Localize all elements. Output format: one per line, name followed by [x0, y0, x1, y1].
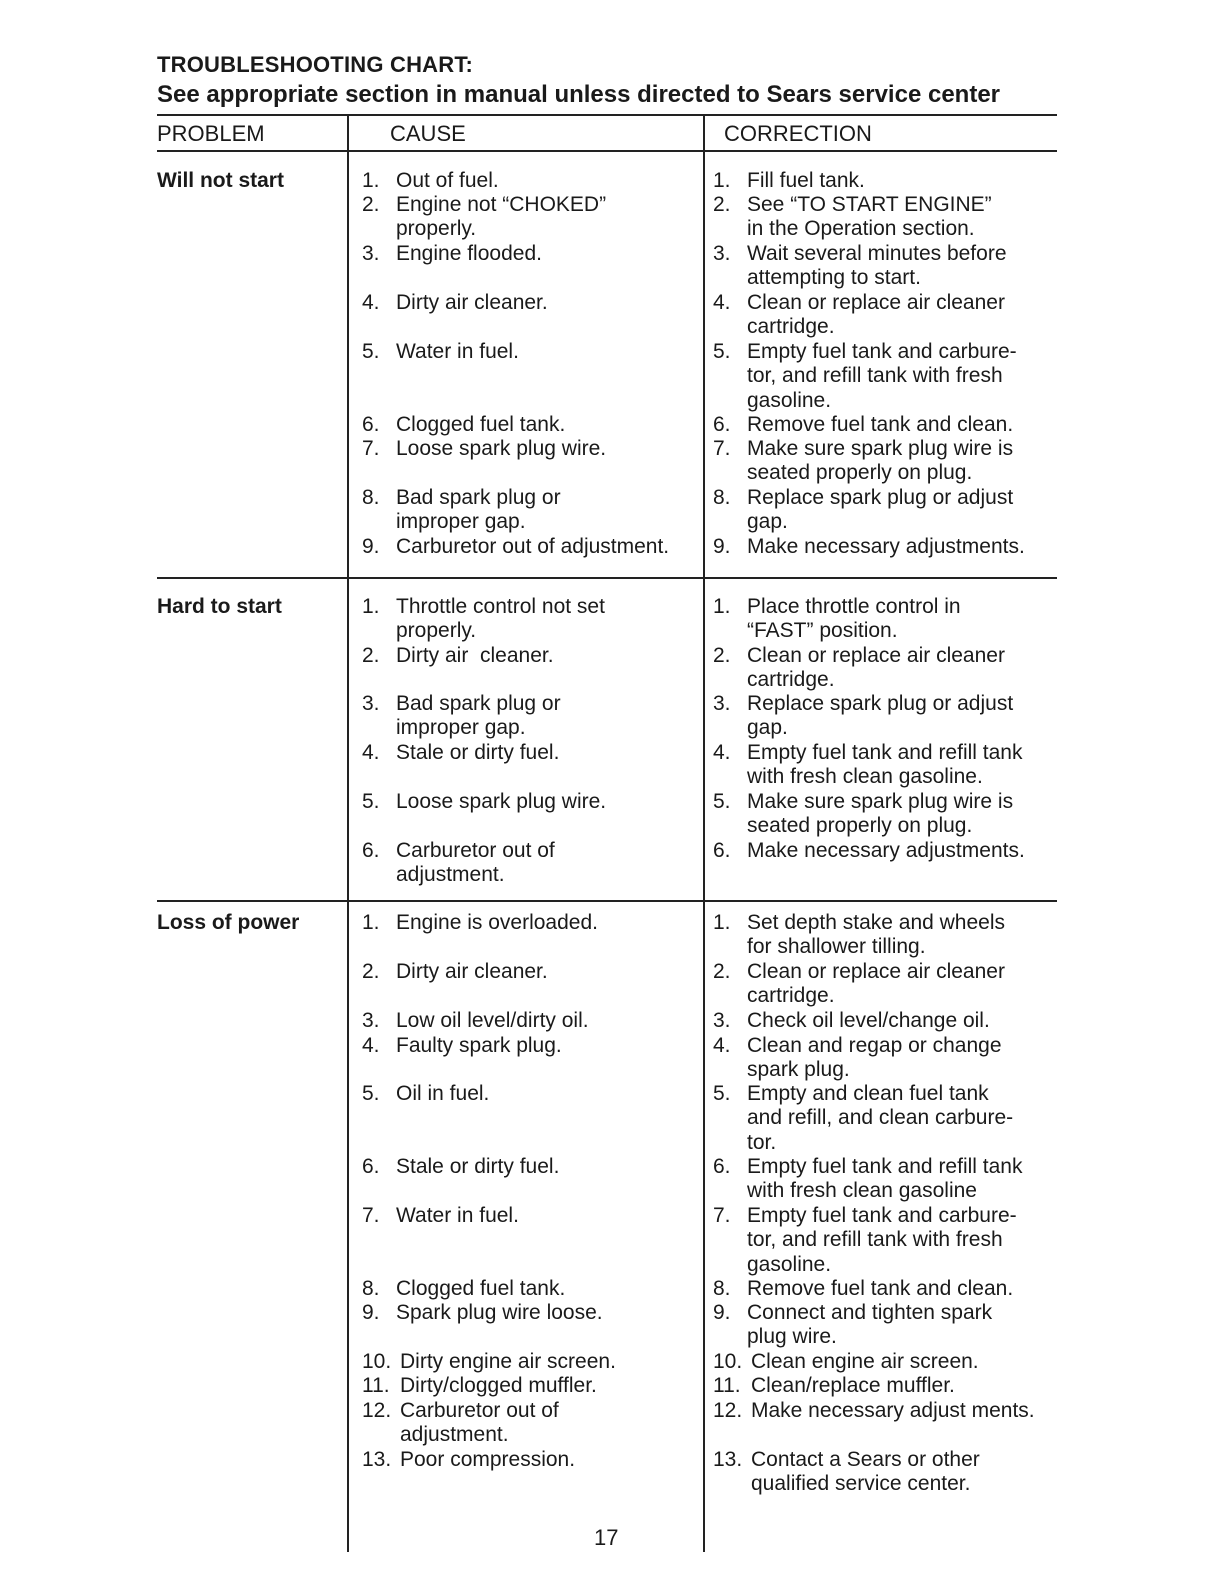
correction-text: Clean/replace muffler. [751, 1374, 955, 1397]
cause-text: Clogged fuel tank. [396, 1277, 566, 1300]
correction-number: 4. [713, 741, 731, 764]
cause-number: 4. [362, 741, 380, 764]
chart-title: TROUBLESHOOTING CHART: [157, 52, 474, 77]
correction-number: 8. [713, 486, 731, 509]
cause-text: Throttle control not set properly. [396, 595, 605, 643]
cause-text: Poor compression. [400, 1448, 576, 1471]
cause-text: Engine flooded. [396, 242, 542, 265]
cause-number: 7. [362, 437, 380, 460]
cause-number: 5. [362, 790, 380, 813]
cause-text: Bad spark plug or improper gap. [396, 486, 561, 534]
correction-number: 9. [713, 1301, 731, 1324]
correction-text: Empty fuel tank and refill tank with fresh clean gasoline. [747, 741, 1023, 789]
cause-text: Carburetor out of adjustment. [396, 535, 670, 558]
correction-number: 8. [713, 1277, 731, 1300]
correction-text: Set depth stake and wheels for shallower tilling. [747, 911, 1006, 959]
cause-number: 9. [362, 535, 380, 558]
correction-number: 10. [713, 1350, 743, 1373]
problem-label: Will not start [157, 169, 284, 192]
correction-text: Make sure spark plug wire is seated properly on plug. [747, 790, 1014, 838]
correction-text: Clean and regap or change spark plug. [747, 1034, 1002, 1082]
correction-text: Empty fuel tank and carbure- tor, and refill tank with fresh gasoline. [747, 1204, 1017, 1276]
cause-number: 8. [362, 486, 380, 509]
correction-text: Wait several minutes before attempting to start. [747, 242, 1007, 290]
correction-text: Empty fuel tank and carbure- tor, and refill tank with fresh gasoline. [747, 340, 1017, 412]
cause-number: 6. [362, 839, 380, 862]
cause-number: 5. [362, 1082, 380, 1105]
cause-number: 4. [362, 291, 380, 314]
cause-number: 8. [362, 1277, 380, 1300]
correction-number: 1. [713, 169, 731, 192]
cause-text: Dirty air cleaner. [396, 291, 548, 314]
cause-number: 7. [362, 1204, 380, 1227]
correction-text: Replace spark plug or adjust gap. [747, 486, 1014, 534]
cause-text: Water in fuel. [396, 340, 519, 363]
column-divider-correction [703, 114, 705, 1552]
correction-number: 13. [713, 1448, 743, 1471]
cause-number: 12. [362, 1399, 392, 1422]
correction-number: 5. [713, 1082, 731, 1105]
header-bottom-rule [157, 150, 1057, 152]
cause-text: Clogged fuel tank. [396, 413, 566, 436]
cause-text: Water in fuel. [396, 1204, 519, 1227]
correction-number: 1. [713, 911, 731, 934]
correction-text: Remove fuel tank and clean. [747, 413, 1014, 436]
cause-text: Out of fuel. [396, 169, 499, 192]
correction-number: 5. [713, 340, 731, 363]
cause-text: Spark plug wire loose. [396, 1301, 603, 1324]
correction-text: Empty fuel tank and refill tank with fresh clean gasoline [747, 1155, 1023, 1203]
cause-number: 1. [362, 595, 380, 618]
column-divider-cause [347, 114, 349, 1552]
correction-text: Check oil level/change oil. [747, 1009, 990, 1032]
correction-text: Clean or replace air cleaner cartridge. [747, 960, 1005, 1008]
cause-number: 13. [362, 1448, 392, 1471]
correction-number: 2. [713, 960, 731, 983]
correction-text: Connect and tighten spark plug wire. [747, 1301, 993, 1349]
correction-number: 12. [713, 1399, 743, 1422]
cause-text: Engine is overloaded. [396, 911, 598, 934]
cause-number: 3. [362, 692, 380, 715]
correction-text: See “TO START ENGINE” in the Operation section. [747, 193, 992, 241]
correction-text: Remove fuel tank and clean. [747, 1277, 1014, 1300]
correction-number: 11. [713, 1374, 741, 1397]
cause-text: Dirty air cleaner. [396, 644, 554, 667]
cause-text: Low oil level/dirty oil. [396, 1009, 589, 1032]
cause-text: Dirty/clogged muffler. [400, 1374, 597, 1397]
problem-label: Hard to start [157, 595, 282, 618]
cause-number: 9. [362, 1301, 380, 1324]
section-divider [157, 900, 1057, 902]
cause-number: 5. [362, 340, 380, 363]
cause-text: Bad spark plug or improper gap. [396, 692, 561, 740]
cause-number: 3. [362, 242, 380, 265]
problem-label: Loss of power [157, 911, 300, 934]
cause-text: Faulty spark plug. [396, 1034, 562, 1057]
cause-number: 6. [362, 1155, 380, 1178]
correction-text: Place throttle control in “FAST” position. [747, 595, 961, 643]
cause-number: 4. [362, 1034, 380, 1057]
cause-number: 1. [362, 911, 380, 934]
correction-text: Clean or replace air cleaner cartridge. [747, 644, 1005, 692]
section-divider [157, 577, 1057, 579]
cause-text: Stale or dirty fuel. [396, 1155, 560, 1178]
correction-text: Replace spark plug or adjust gap. [747, 692, 1014, 740]
correction-text: Make necessary adjust ments. [751, 1399, 1035, 1422]
cause-number: 3. [362, 1009, 380, 1032]
cause-number: 11. [362, 1374, 390, 1397]
header-problem: PROBLEM [157, 121, 265, 146]
correction-number: 4. [713, 291, 731, 314]
cause-number: 2. [362, 644, 380, 667]
cause-text: Dirty engine air screen. [400, 1350, 616, 1373]
header-cause: CAUSE [390, 121, 466, 146]
cause-number: 1. [362, 169, 380, 192]
correction-number: 1. [713, 595, 731, 618]
correction-number: 7. [713, 1204, 731, 1227]
cause-number: 6. [362, 413, 380, 436]
correction-text: Clean engine air screen. [751, 1350, 979, 1373]
cause-number: 2. [362, 960, 380, 983]
correction-number: 6. [713, 839, 731, 862]
correction-number: 3. [713, 692, 731, 715]
cause-text: Carburetor out of adjustment. [396, 839, 555, 887]
correction-text: Empty and clean fuel tank and refill, and clean carbure- tor. [747, 1082, 1014, 1154]
correction-number: 4. [713, 1034, 731, 1057]
correction-number: 2. [713, 193, 731, 216]
correction-number: 5. [713, 790, 731, 813]
cause-text: Dirty air cleaner. [396, 960, 548, 983]
page-number: 17 [594, 1525, 619, 1550]
header-correction: CORRECTION [724, 121, 872, 146]
correction-text: Make necessary adjustments. [747, 535, 1025, 558]
correction-number: 3. [713, 242, 731, 265]
cause-number: 2. [362, 193, 380, 216]
chart-subtitle: See appropriate section in manual unless directed to Sears service center [157, 81, 1000, 108]
cause-text: Stale or dirty fuel. [396, 741, 560, 764]
cause-text: Engine not “CHOKED” properly. [396, 193, 607, 241]
cause-text: Carburetor out of adjustment. [400, 1399, 559, 1447]
correction-number: 9. [713, 535, 731, 558]
correction-number: 6. [713, 413, 731, 436]
correction-text: Clean or replace air cleaner cartridge. [747, 291, 1005, 339]
correction-number: 6. [713, 1155, 731, 1178]
cause-text: Loose spark plug wire. [396, 790, 607, 813]
correction-number: 2. [713, 644, 731, 667]
cause-text: Loose spark plug wire. [396, 437, 607, 460]
header-top-rule [157, 114, 1057, 116]
correction-text: Contact a Sears or other qualified service center. [751, 1448, 980, 1496]
cause-number: 10. [362, 1350, 392, 1373]
correction-number: 7. [713, 437, 731, 460]
correction-number: 3. [713, 1009, 731, 1032]
cause-text: Oil in fuel. [396, 1082, 490, 1105]
correction-text: Make necessary adjustments. [747, 839, 1025, 862]
correction-text: Fill fuel tank. [747, 169, 865, 192]
correction-text: Make sure spark plug wire is seated properly on plug. [747, 437, 1014, 485]
